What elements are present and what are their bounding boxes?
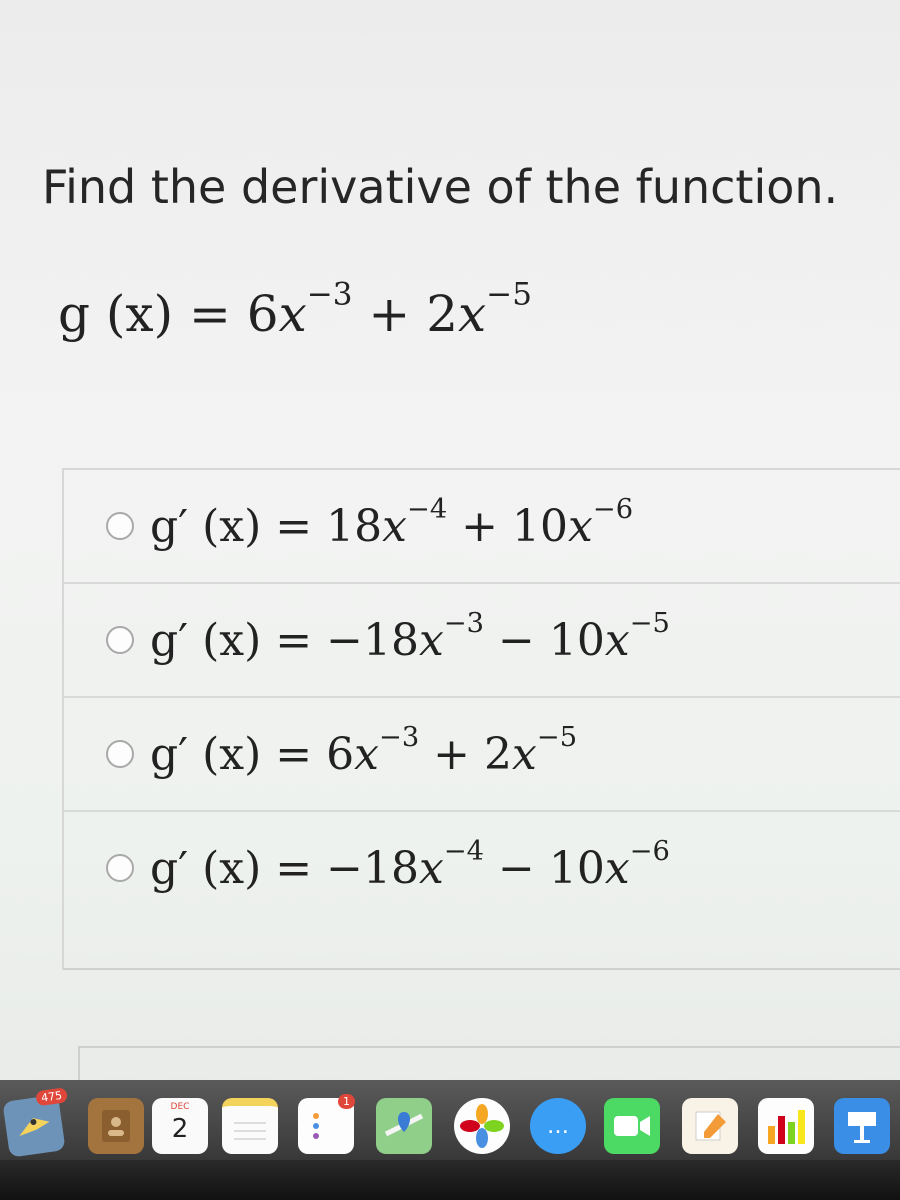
function-term2-coef: 2 — [426, 285, 459, 343]
keynote-icon[interactable] — [834, 1098, 890, 1154]
reminders-badge: 1 — [338, 1094, 355, 1109]
messages-icon[interactable] — [530, 1098, 586, 1154]
option-operator: + — [419, 728, 485, 780]
notes-icon[interactable] — [222, 1098, 278, 1154]
facetime-icon[interactable] — [604, 1098, 660, 1154]
option-term1-coef: −18 — [326, 842, 419, 894]
function-term1-coef: 6 — [246, 285, 279, 343]
option-term2-exp: −5 — [536, 721, 578, 753]
option-lhs: g′ (x) = — [150, 842, 327, 894]
address-book-icon — [96, 1106, 136, 1146]
function-term2-var: x — [458, 285, 487, 343]
option-term1-coef: 6 — [326, 728, 355, 780]
option-term1-var: x — [354, 728, 379, 780]
option-operator: − — [484, 614, 549, 666]
flower-icon — [458, 1102, 506, 1150]
video-camera-icon — [612, 1112, 652, 1140]
option-operator: − — [484, 842, 549, 894]
option-term1-coef: −18 — [326, 614, 419, 666]
pen-icon — [690, 1106, 730, 1146]
function-term1-exp: −3 — [306, 276, 353, 313]
option-lhs: g′ (x) = — [150, 614, 327, 666]
map-pin-icon — [382, 1104, 426, 1148]
option-term1-exp: −4 — [443, 835, 485, 867]
bar-chart-icon — [764, 1106, 808, 1146]
option-term2-coef: 10 — [512, 500, 569, 552]
function-term2-exp: −5 — [486, 276, 532, 313]
option-term2-var: x — [604, 842, 630, 894]
option-operator: + — [447, 500, 513, 552]
mail-badge: 475 — [35, 1087, 68, 1106]
podium-icon — [842, 1106, 882, 1146]
calendar-icon[interactable] — [152, 1098, 208, 1154]
option-term2-var: x — [568, 500, 593, 552]
answer-option-4-math — [150, 835, 670, 894]
answer-option-1-math — [150, 493, 634, 552]
function-term1-var: x — [278, 285, 307, 343]
option-term1-exp: −3 — [443, 607, 485, 639]
option-term1-var: x — [382, 500, 407, 552]
option-term2-exp: −6 — [592, 493, 634, 525]
radio-button-4[interactable] — [106, 854, 134, 882]
option-term1-coef: 18 — [326, 500, 383, 552]
numbers-icon[interactable] — [758, 1098, 814, 1154]
option-lhs: g′ (x) = — [150, 728, 327, 780]
option-term2-exp: −5 — [629, 607, 670, 639]
option-lhs: g′ (x) = — [150, 500, 327, 552]
lines-icon — [232, 1115, 268, 1145]
answer-option-3-math — [150, 721, 578, 780]
answer-option-4[interactable] — [64, 812, 900, 924]
option-term1-exp: −4 — [406, 493, 448, 525]
radio-button-1[interactable] — [106, 512, 134, 540]
photos-icon[interactable] — [454, 1098, 510, 1154]
reminders-icon[interactable] — [298, 1095, 354, 1154]
option-term2-coef: 2 — [484, 728, 513, 780]
answer-choices — [62, 468, 900, 970]
option-term2-var: x — [512, 728, 537, 780]
maps-icon[interactable] — [376, 1098, 432, 1154]
answer-option-1[interactable] — [64, 470, 900, 584]
option-term2-exp: −6 — [629, 835, 670, 867]
question-text: Find the derivative of the function. — [42, 160, 839, 214]
option-term1-var: x — [419, 842, 444, 894]
dock-shadow — [0, 1160, 900, 1200]
calendar-month: DEC — [170, 1102, 190, 1112]
speech-bubble-icon: … — [547, 1113, 569, 1139]
function-lhs: g (x) = — [58, 285, 247, 343]
list-dots-icon — [306, 1106, 346, 1146]
radio-button-3[interactable] — [106, 740, 134, 768]
option-term1-var: x — [419, 614, 444, 666]
bird-icon — [11, 1103, 56, 1148]
contacts-icon[interactable] — [88, 1098, 144, 1154]
answer-option-2-math — [150, 607, 670, 666]
answer-option-2[interactable] — [64, 584, 900, 698]
pages-icon[interactable] — [682, 1098, 738, 1154]
function-operator: + — [352, 285, 427, 343]
mail-stamp-icon[interactable] — [2, 1088, 65, 1157]
function-expression — [58, 276, 532, 343]
option-term2-coef: 10 — [548, 842, 605, 894]
calendar-day: 2 — [171, 1114, 189, 1144]
option-term2-var: x — [604, 614, 630, 666]
option-term1-exp: −3 — [378, 721, 420, 753]
option-term2-coef: 10 — [548, 614, 605, 666]
answer-option-3[interactable] — [64, 698, 900, 812]
radio-button-2[interactable] — [106, 626, 134, 654]
